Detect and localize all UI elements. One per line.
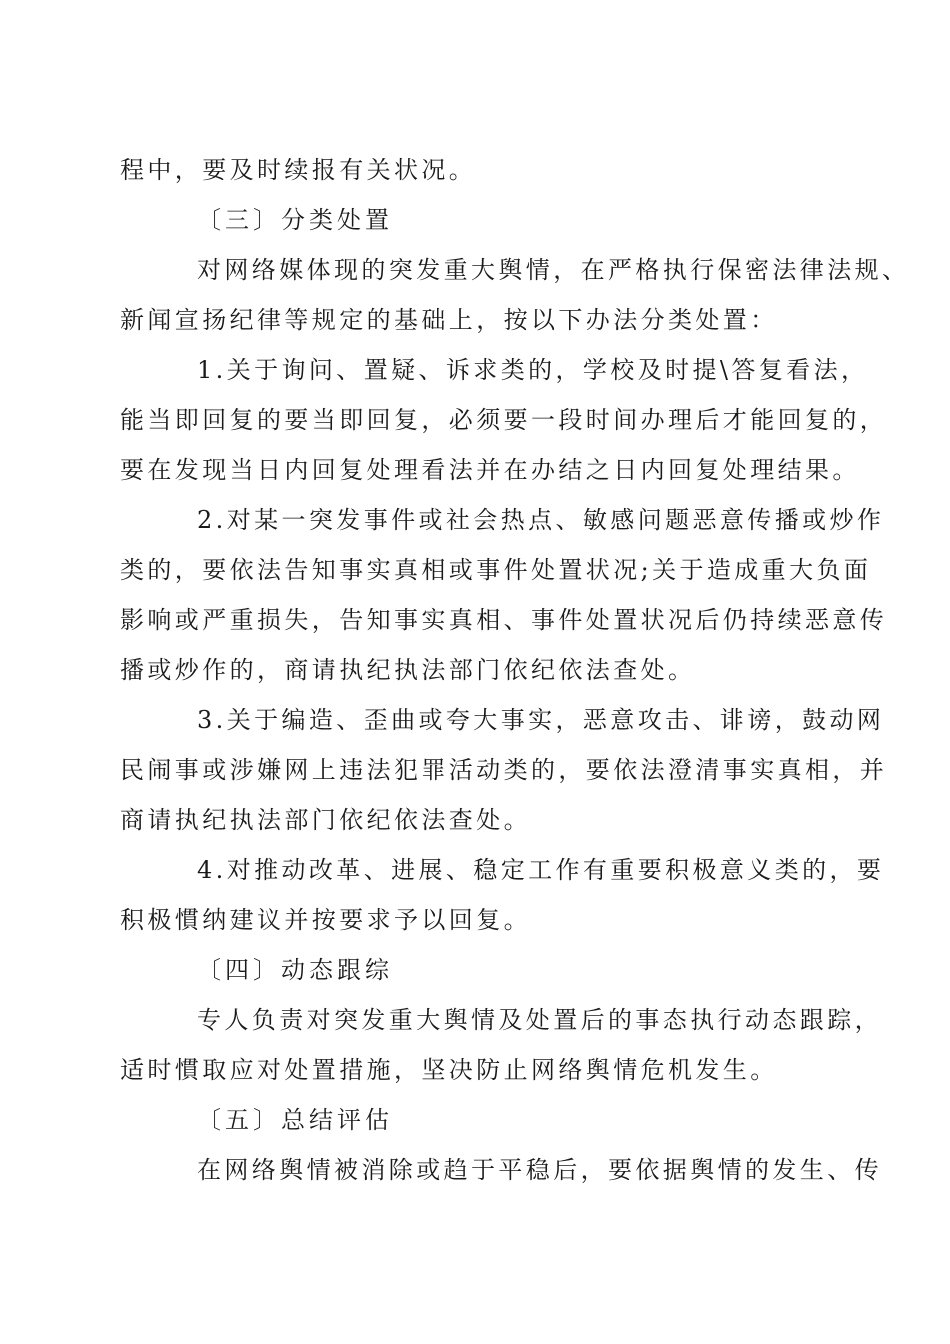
paragraph-line: 类的，要依法告知事实真相或事件处置状况;关于造成重大负面 bbox=[120, 556, 872, 584]
paragraph-line: 要在发现当日内回复处理看法并在办结之日内回复处理结果。 bbox=[120, 456, 860, 484]
section-heading-3: 〔三〕分类处置 bbox=[197, 206, 393, 234]
paragraph-line: 民闹事或涉嫌网上违法犯罪活动类的，要依法澄清事实真相，并 bbox=[120, 756, 888, 784]
paragraph-line: 专人负责对突发重大舆情及处置后的事态执行动态跟踪， bbox=[197, 1006, 882, 1034]
list-item-3: 3.关于编造、歪曲或夸大事实，恶意攻击、诽谤，鼓动网 bbox=[197, 706, 885, 734]
paragraph-line: 程中，要及时续报有关状况。 bbox=[120, 156, 477, 184]
paragraph-line: 积极慣纳建议并按要求予以回复。 bbox=[120, 906, 531, 934]
paragraph-line: 能当即回复的要当即回复，必须要一段时间办理后才能回复的， bbox=[120, 406, 888, 434]
paragraph-line: 对网络媒体现的突发重大舆情，在严格执行保密法律法规、 bbox=[197, 256, 910, 284]
section-heading-4: 〔四〕动态跟综 bbox=[197, 956, 393, 984]
paragraph-line: 在网络舆情被消除或趋于平稳后，要依据舆情的发生、传 bbox=[197, 1156, 882, 1184]
section-heading-5: 〔五〕总结评估 bbox=[197, 1106, 393, 1134]
list-item-4: 4.对推动改革、进展、稳定工作有重要积极意义类的，要 bbox=[197, 856, 885, 884]
paragraph-line: 商请执纪执法部门依纪依法查处。 bbox=[120, 806, 531, 834]
paragraph-line: 适时慣取应对处置措施，坚决防止网络舆情危机发生。 bbox=[120, 1056, 778, 1084]
list-item-2: 2.对某一突发事件或社会热点、敏感问题恶意传播或炒作 bbox=[197, 506, 885, 534]
paragraph-line: 播或炒作的，商请执纪执法部门依纪依法查处。 bbox=[120, 656, 696, 684]
list-item-1: 1.关于询问、置疑、诉求类的，学校及时提\答复看法， bbox=[197, 356, 869, 384]
paragraph-line: 新闻宣扬纪律等规定的基础上，按以下办法分类处置： bbox=[120, 306, 778, 334]
paragraph-line: 影响或严重损失，告知事实真相、事件处置状况后仍持续恶意传 bbox=[120, 606, 888, 634]
